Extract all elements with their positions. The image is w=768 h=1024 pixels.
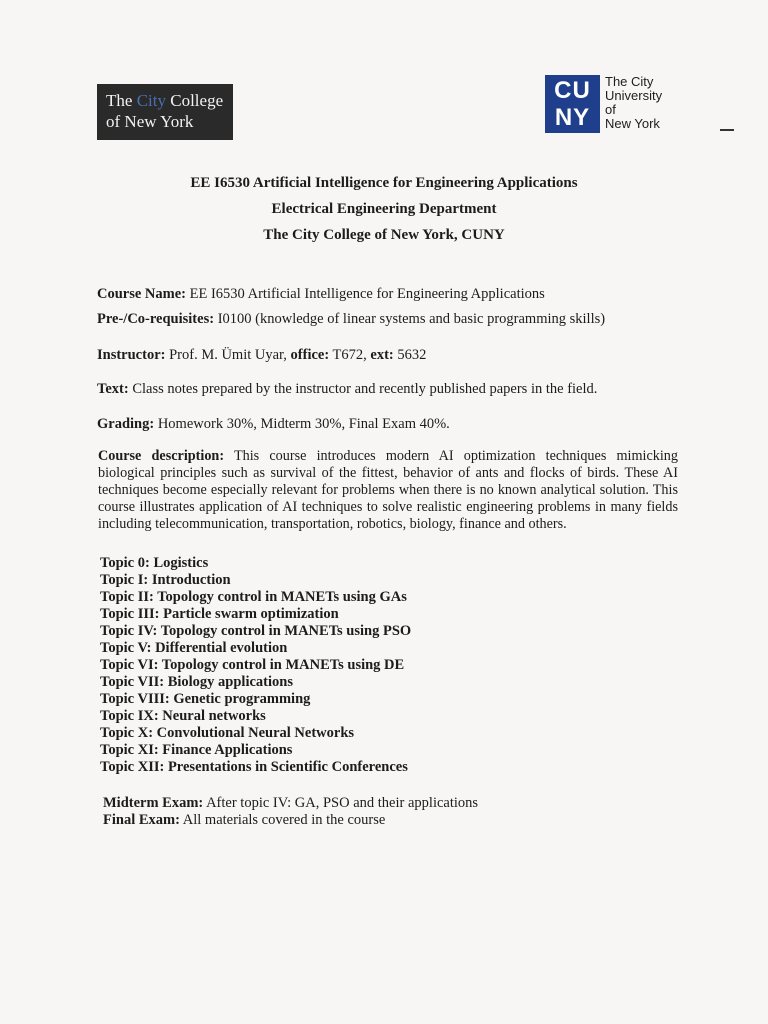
- course-description: Course description: This course introduces modern AI optimization techniques mimicking biological principles such as survival of the fittest, behavior of ants and flocks of birds. These AI techniques become especially relevant for problems when there is no known analytical solution. This course illustrates application of AI techniques to solve realistic engineering problems in many fields including telecommunication, transportation, robotics, biology, finance and others.: [98, 448, 678, 532]
- exam-info: [103, 795, 478, 829]
- text-line: Text: Class notes prepared by the instructor and recently published papers in the field.: [97, 381, 598, 397]
- topic-item: Topic VIII: Genetic programming: [100, 691, 311, 707]
- cuny-logo-mark: CU NY: [545, 75, 600, 133]
- midterm-line: Midterm Exam: After topic IV: GA, PSO and their applications: [103, 795, 479, 811]
- ccny-logo-line1: The City College: [106, 91, 224, 110]
- topic-item: Topic V: Differential evolution: [100, 640, 288, 656]
- topic-item: Topic XII: Presentations in Scientific Conferences: [100, 759, 408, 775]
- topic-item: Topic IV: Topology control in MANETs using PSO: [100, 623, 412, 639]
- topic-item: Topic I: Introduction: [100, 572, 231, 588]
- topic-list: [100, 555, 411, 776]
- topic-item: Topic 0: Logistics: [100, 555, 209, 571]
- grading-line: Grading: Homework 30%, Midterm 30%, Final Exam 40%.: [97, 416, 450, 432]
- course-name-line: Course Name: EE I6530 Artificial Intelligence for Engineering Applications: [97, 286, 545, 302]
- topic-item: Topic XI: Finance Applications: [100, 742, 293, 758]
- topic-item: Topic VI: Topology control in MANETs using DE: [100, 657, 405, 673]
- course-title: EE I6530 Artificial Intelligence for Engineering Applications: [190, 175, 578, 191]
- document-title: [0, 170, 768, 248]
- college-title: The City College of New York, CUNY: [263, 227, 505, 243]
- instructor-line: Instructor: Prof. M. Ümit Uyar, office: T672, ext: 5632: [97, 347, 427, 363]
- final-exam-line: Final Exam: All materials covered in the course: [103, 812, 386, 828]
- ccny-logo-line2: of New York: [106, 112, 194, 131]
- topic-item: Topic IX: Neural networks: [100, 708, 266, 724]
- cuny-logo: [545, 75, 675, 135]
- cuny-logo-text: The City University of New York: [605, 74, 663, 131]
- topic-item: Topic II: Topology control in MANETs using GAs: [100, 589, 407, 605]
- prerequisites-line: Pre-/Co-requisites: I0100 (knowledge of linear systems and basic programming skills): [97, 311, 606, 327]
- topic-item: Topic III: Particle swarm optimization: [100, 606, 339, 622]
- margin-mark: [720, 129, 734, 131]
- department-title: Electrical Engineering Department: [271, 201, 497, 217]
- ccny-logo: [97, 84, 233, 140]
- topic-item: Topic VII: Biology applications: [100, 674, 293, 690]
- topic-item: Topic X: Convolutional Neural Networks: [100, 725, 355, 741]
